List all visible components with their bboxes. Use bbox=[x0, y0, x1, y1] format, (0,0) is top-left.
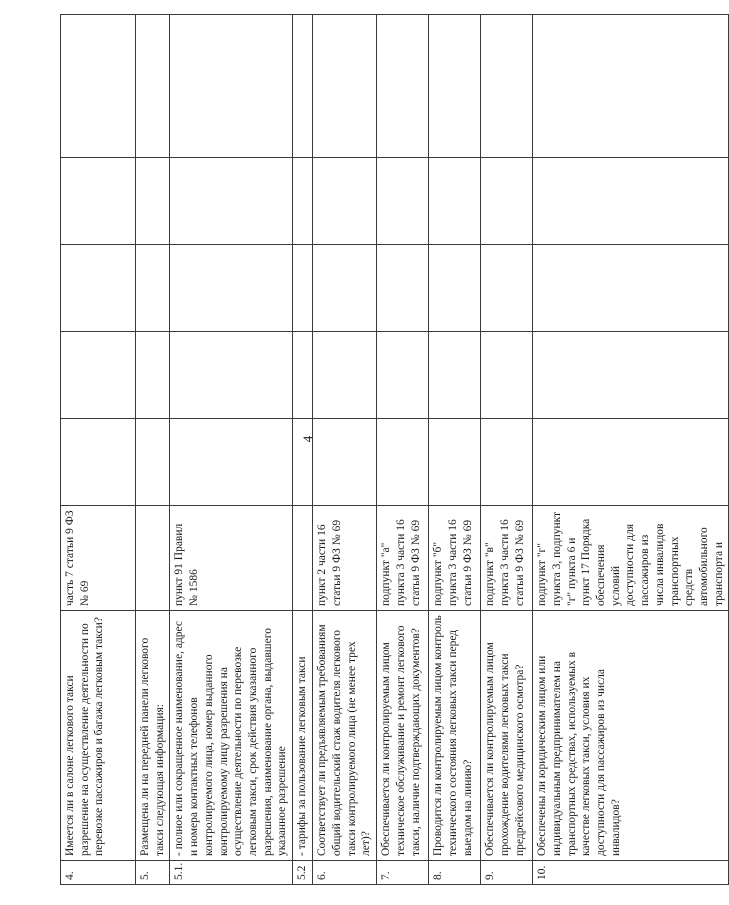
table-row bbox=[136, 15, 170, 885]
answer-cell bbox=[170, 158, 293, 245]
answer-cell bbox=[136, 245, 170, 332]
answer-cell bbox=[293, 158, 313, 245]
table-row bbox=[429, 15, 481, 885]
table-row bbox=[61, 15, 136, 885]
answer-cell bbox=[313, 158, 377, 245]
answer-cell bbox=[61, 15, 136, 158]
answer-cell bbox=[481, 15, 533, 158]
answer-cell bbox=[136, 15, 170, 158]
row-question: Имеется ли в салоне легкового такси разрешение на осуществление деятельности по перевозке пассажиров и багажа легковым такси? bbox=[61, 611, 136, 861]
row-reference bbox=[293, 506, 313, 611]
table-row bbox=[293, 15, 313, 885]
row-reference: пункт 2 части 16 статьи 9 ФЗ № 69 bbox=[313, 506, 377, 611]
answer-cell bbox=[533, 245, 729, 332]
answer-cell bbox=[293, 15, 313, 158]
answer-cell bbox=[313, 419, 377, 506]
row-number: 6. bbox=[313, 861, 377, 885]
row-reference: пункт 91 Правил № 1586 bbox=[170, 506, 293, 611]
answer-cell bbox=[313, 15, 377, 158]
answer-cell bbox=[377, 158, 429, 245]
answer-cell bbox=[313, 332, 377, 419]
answer-cell bbox=[61, 332, 136, 419]
rotated-table-wrapper bbox=[60, 15, 725, 885]
answer-cell bbox=[481, 332, 533, 419]
row-reference: подпункт "а" пункта 3 части 16 статьи 9 ФЗ № 69 bbox=[377, 506, 429, 611]
answer-cell bbox=[377, 419, 429, 506]
row-number: 5.1. bbox=[170, 861, 293, 885]
row-question: - тарифы за пользование легковым такси bbox=[293, 611, 313, 861]
row-question: Обеспечивается ли контролируемым лицом техническое обслуживание и ремонт легкового такси, наличие подтверждающих документов? bbox=[377, 611, 429, 861]
answer-cell bbox=[377, 245, 429, 332]
answer-cell bbox=[533, 158, 729, 245]
answer-cell bbox=[170, 332, 293, 419]
answer-cell bbox=[293, 332, 313, 419]
answer-cell bbox=[293, 419, 313, 506]
table-row bbox=[533, 15, 729, 885]
row-number: 9. bbox=[481, 861, 533, 885]
answer-cell bbox=[429, 332, 481, 419]
answer-cell bbox=[170, 15, 293, 158]
answer-cell bbox=[481, 158, 533, 245]
answer-cell bbox=[136, 158, 170, 245]
answer-cell bbox=[170, 419, 293, 506]
answer-cell bbox=[429, 158, 481, 245]
row-number: 5. bbox=[136, 861, 170, 885]
answer-cell bbox=[170, 245, 293, 332]
row-number: 8. bbox=[429, 861, 481, 885]
answer-cell bbox=[533, 15, 729, 158]
answer-cell bbox=[61, 245, 136, 332]
row-reference: подпункт "б" пункта 3 части 16 статьи 9 ФЗ № 69 bbox=[429, 506, 481, 611]
row-reference: подпункт "в" пункта 3 части 16 статьи 9 ФЗ № 69 bbox=[481, 506, 533, 611]
row-number: 10. bbox=[533, 861, 729, 885]
row-number: 5.2 bbox=[293, 861, 313, 885]
table-row bbox=[170, 15, 293, 885]
row-question: Соответствует ли предъявляемым требованиям общий водительский стаж водителя легкового такси контролируемого лица (не менее трех лет)? bbox=[313, 611, 377, 861]
row-reference: часть 7 статьи 9 ФЗ № 69 bbox=[61, 506, 136, 611]
answer-cell bbox=[377, 15, 429, 158]
checklist-table bbox=[60, 14, 729, 885]
answer-cell bbox=[136, 332, 170, 419]
answer-cell bbox=[136, 419, 170, 506]
answer-cell bbox=[429, 15, 481, 158]
answer-cell bbox=[481, 245, 533, 332]
row-number: 7. bbox=[377, 861, 429, 885]
answer-cell bbox=[293, 245, 313, 332]
answer-cell bbox=[533, 419, 729, 506]
row-reference bbox=[136, 506, 170, 611]
answer-cell bbox=[377, 332, 429, 419]
answer-cell bbox=[313, 245, 377, 332]
answer-cell bbox=[61, 158, 136, 245]
row-question: Обеспечивается ли контролируемым лицом прохождение водителями легковых такси предрейсового медицинского осмотра? bbox=[481, 611, 533, 861]
answer-cell bbox=[61, 419, 136, 506]
row-question: Обеспечены ли юридическим лицом или индивидуальным предпринимателем на транспортных средствах, используемых в качестве легковых такси, условия их доступности для пассажиров из числа инвалидов? bbox=[533, 611, 729, 861]
answer-cell bbox=[429, 245, 481, 332]
row-question: Проводится ли контролируемым лицом контроль технического состояния легковых такси перед выездом на линию? bbox=[429, 611, 481, 861]
row-question: Размещена ли на передней панели легкового такси следующая информация: bbox=[136, 611, 170, 861]
table-row bbox=[313, 15, 377, 885]
answer-cell bbox=[429, 419, 481, 506]
answer-cell bbox=[533, 332, 729, 419]
row-reference: подпункт "г" пункта 3, подпункт "г" пункта 6 и пункт 17 Порядка обеспечения условий доступности для пассажиров из числа инвалидов транспортных средств автомобильного транспорта и bbox=[533, 506, 729, 611]
answer-cell bbox=[481, 419, 533, 506]
table-row bbox=[377, 15, 429, 885]
row-number: 4. bbox=[61, 861, 136, 885]
row-question: - полное или сокращенное наименование, адрес и номера контактных телефонов контролируемого лица, номер выданного контролируемому лицу разрешения на осуществление деятельности по перевозке легковым такси, срок действия указанного разрешения, наименование органа, выдавшего указанное разрешение bbox=[170, 611, 293, 861]
page-number: 4 bbox=[300, 435, 315, 443]
table-row bbox=[481, 15, 533, 885]
